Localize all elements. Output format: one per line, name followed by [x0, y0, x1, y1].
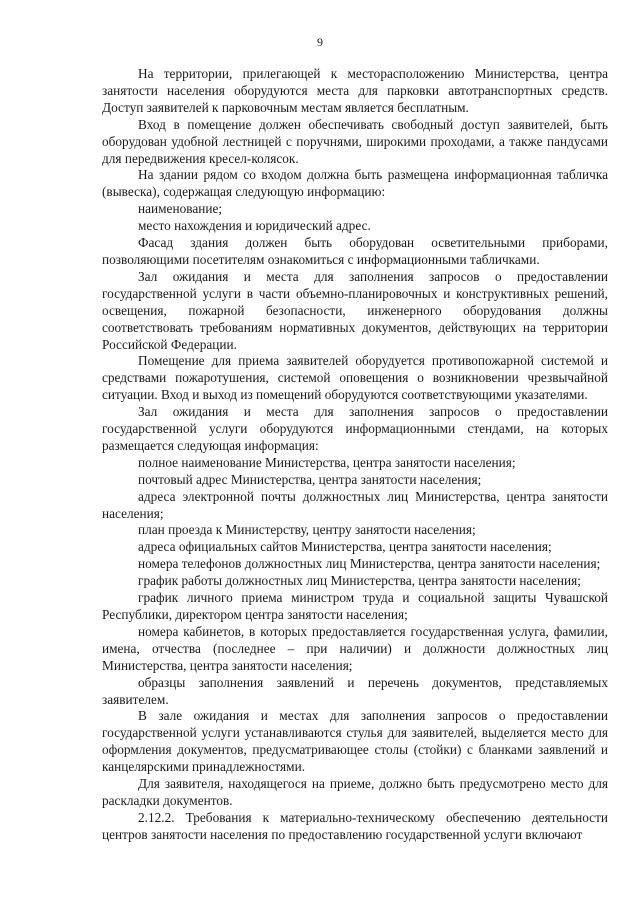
list-item: полное наименование Министерства, центра занятости населения; [138, 454, 516, 470]
paragraph-entrance: Вход в помещение должен обеспечивать свободный доступ заявителей, быть оборудован удобной лестницей с поручнями, широкими проходами, а также пандусами для передвижения кресел-колясок. [102, 116, 608, 166]
paragraph-signboard: На здании рядом со входом должна быть размещена информационная табличка (вывеска), содержащая следующую информацию: [102, 167, 608, 200]
list-item: график работы должностных лиц Министерства, центра занятости населения; [138, 573, 581, 589]
list-item: наименование; [138, 201, 223, 217]
list-item: график личного приема министром труда и социальной защиты Чувашской Республики, директором центра занятости населения; [102, 590, 608, 622]
page-number: 9 [317, 35, 323, 49]
paragraph-chairs: В зале ожидания и местах для заполнения запросов о предоставлении государственной услуги устанавливаются стулья для заявителей, выделяется место для оформления документов, предусматривающее столы (стойки) с бланками заявлений и канцелярскими принадлежностями. [102, 708, 608, 775]
list-item: почтовый адрес Министерства, центра занятости населения; [138, 471, 482, 487]
list-item: номера телефонов должностных лиц Министерства, центра занятости населения; [138, 556, 601, 572]
paragraph-waiting-hall: Зал ожидания и места для заполнения запросов о предоставлении государственной услуги в части объемно-планировочных и конструктивных решений, освещения, пожарной безопасности, инженерного оборудования должны соответствовать требованиям нормативных документов, действующих на территории Российской Федерации. [102, 268, 608, 352]
list-item: образцы заполнения заявлений и перечень документов, представляемых заявителем. [102, 674, 608, 707]
list-item: адреса электронной почты должностных лиц Министерства, центра занятости населения; [102, 488, 608, 521]
paragraph-parking: На территории, прилегающей к месторасположению Министерства, центра занятости населения оборудуются места для парковки автотранспортных средств. Доступ заявителей к парковочным местам является бесплатным. [102, 66, 608, 115]
list-item: номера кабинетов, в которых предоставляется государственная услуга, фамилии, имена, отчества (последнее – при наличии) и должности должностных лиц Министерства, центра занятости населения; [102, 623, 608, 673]
list-item: адреса официальных сайтов Министерства, центра занятости населения; [138, 539, 552, 555]
paragraph-info-stands: Зал ожидания и места для заполнения запросов о предоставлении государственной услуги оборудуются информационными стендами, на которых размещается следующая информация: [102, 404, 608, 453]
list-item: план проезда к Министерству, центру занятости населения; [138, 522, 476, 538]
paragraph-fire-safety: Помещение для приема заявителей оборудуется противопожарной системой и средствами пожаротушения, системой оповещения о возникновении чрезвычайной ситуации. Вход и выход из помещений оборудуются соответствующими указателями. [102, 353, 608, 403]
document-body [102, 66, 608, 844]
list-item: место нахождения и юридический адрес. [138, 218, 371, 234]
paragraph-facade: Фасад здания должен быть оборудован осветительными приборами, позволяющими посетителям ознакомиться с информационными табличками. [102, 235, 608, 267]
paragraph-section-2-12-2: 2.12.2. Требования к материально-техническому обеспечению деятельности центров занятости населения по предоставлению государственной услуги включают [102, 809, 608, 842]
paragraph-documents-place: Для заявителя, находящегося на приеме, должно быть предусмотрено место для раскладки документов. [102, 776, 608, 808]
